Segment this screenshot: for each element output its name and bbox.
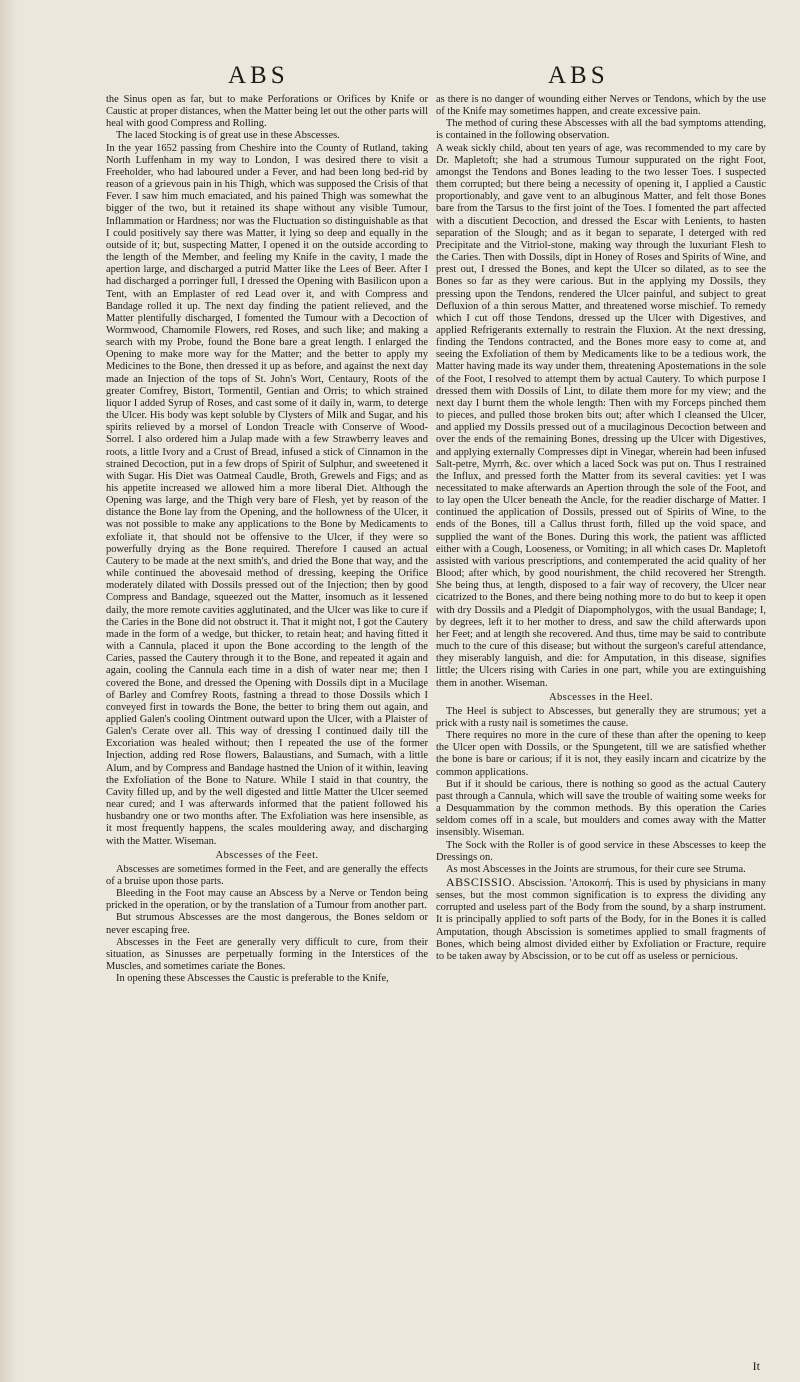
case-report-paragraph: A weak sickly child, about ten years of age, was recommended to my care by Dr. Mapletoft; she had a strumous Tumour suppurated on the right Foot, amongst the Tendons and Bones leading to the two lesser Toes. I suspected them corrupted; but there being a necessity of opening it, I applied a Caustic proportionably, and gave vent to an albuginous Matter, and felt those Bones bare from the Tarsus to the first joint of the Toes. I fomented the part affected with a discutient Decoction, and dressed the Escar with Lenients, to hasten separation of the Slough; and as it began to separate, I deterged with red Precipitate and the Vitriol-stone, making way through the luxuriant Flesh to the Caries. Then with Dossils, dipt in Honey of Roses and Spirits of Wine, and prest out, I dressed the Bones, and kept the Ulcer so dilated, as to see the Bones so far as they were carious. But in the applying my Dossils, they pressing upon the Tendons, rendered the Ulcer painful, and subject to great Defluxion of a thin serous Matter, and threatened worse mischief. To remedy which I cut off those Tendons, dressed up the Ulcer with Digestives, and applied Refrigerants externally to restrain the Fluxion. At the next dressing, finding the Tendons contracted, and the Bones more easy to come at, and seeing the Exfoliation of them by Medicaments like to be a tedious work, the Matter having made its way under them, threatening Apostemations in the sole of the Foot, I resolved to attempt them by actual Cautery. To which purpose I dressed them with Dossils of Lint, to dilate them more for my view; and the next day I burnt them the whole length: Then with my Forceps pinched them to pieces, and pulled those broken bits out; after which I cleansed the Ulcer, and applied my Dossils pressed out of a mucilaginous Decoction between and over the ends of the remaining Bones, dressing up the Ulcer with Digestives, and applying externally Compresses dipt in Vinegar, wherein had been infused Salt-petre, Myrrh, &c. over which a laced Sock was put on. Thus I restrained the Influx, and pressed forth the Matter from its several cavities: yet I was necessitated to make afterwards an Apertion through the sole of the Foot, and to lay open the Ulcer beneath the Ancle, for the readier discharge of Matter. I continued the application of Dossils, pressed out of Spirits of Wine, to the ends of the Bones, till a Callus thrust forth, filled up the void space, and supplied the want of the Bones. During this work, the patient was afflicted either with a Cough, Looseness, or Vomiting; in all which cases Dr. Mapletoft assisted with various prescriptions, and contemperated the acid quality of her Blood; after which, by good nourishment, the child recovered her Strength. She being thus, at length, disposed to a fair way of recovery, the Ulcer near cicatrized to the Bones, and there being nothing more to do but to keep it open with dry Dossils and a Pledgit of Diapompholygos, with the usual Bandage; I, by degrees, left it to her mother to dress, and saw the child afterwards upon her Feet; and at length she recovered. And thus, time may be said to contribute much to the cure of this disease; but without the surgeon's careful attendance, they miserably languish, and die: for Amputation, in this disease, signifies little; the Ulcers rising with Caries in one part, while you are extinguishing them in another. Wiseman.	[436, 142, 766, 689]
right-column	[436, 94, 766, 963]
paragraph: The method of curing these Abscesses with all the bad symptoms attending, is contained in the following observation.	[436, 118, 766, 142]
paragraph: The Heel is subject to Abscesses, but generally they are strumous; yet a prick with a rusty nail is sometimes the cause.	[436, 705, 766, 729]
paragraph: Abscesses in the Feet are generally very difficult to cure, from their situation, as Sinusses are perpetually forming in the Interstices of the Muscles, and sometimes cariate the Bones.	[106, 936, 428, 973]
entry-headword: ABSCISSIO.	[446, 875, 516, 889]
case-report-paragraph: In the year 1652 passing from Cheshire into the County of Rutland, taking North Luffenham in my way to London, I was desired there to visit a Freeholder, who had laboured under a Fever, and had been long bed-rid by reason of a grievous pain in his Thigh, which was supposed the Crisis of that Fever. I saw him much emaciated, and his pained Thigh was somewhat the bigger of the two, but it retained its shape without any visible Tumour, Inflammation or Hardness; nor was the Fluctuation so distinguishable as that I could positively say there was Matter, it lying so deep and equally in the outside of it; but, suspecting Matter, I opened it on the outside according to the length of the Member, and feeling my Knife in the cavity, I made the apertion large, and discharged a putrid Matter like the Lees of Beer. After I had discharged a porringer full, I dressed the Opening with Basilicon upon a Tent, with an Emplaster of red Lead over it, and with Compress and Bandage rolled it up. The next day finding the patient relieved, and the Matter plentifully discharged, I fomented the Tumour with a Decoction of Wormwood, Chamomile Flowers, red Roses, and such like; and making a search with my Probe, found the Bone bare a great length. I enlarged the Opening to make more way for the Matter; and the better to apply my Medicines to the Bone, then dressed it up as before, and against the next day made an Injection of the tops of St. John's Wort, Centaury, Roots of the greater Comfrey, Bistort, Tormentil, Gentian and Orris; to which strained liquor I added Syrup of Roses, and cast some of it daily in, warm, to deterge the Ulcer. His body was kept soluble by Clysters of Milk and Sugar, and his spirits relieved by a morsel of London Treacle with Conserve of Wood-Sorrel. I also ordered him a Julap made with a few Strawberry leaves and roots, a little Ivory and a Crust of Bread, infused a stick of Cinnamon in the strained Decoction, put in a few drops of Spirit of Sulphur, and sweetened it with Sugar. His Diet was Oatmeal Caudle, Broth, Grewels and Figs; and as his appetite increased we allowed him a more liberal Diet. Although the Opening was large, and the Thigh very bare of Flesh, yet by reason of the distance the Bone lay from the Opening, and the hollowness of the Ulcer, it was not possible to make any applications to the Bone by Medicaments to exfoliate it, that should not be offensive to the Ulcer, if they were so powerfully drying as the Bone required. Therefore I caused an actual Cautery to be made at the next smith's, and dried the Bone that way, and the while continued the abovesaid method of dressing, keeping the Orifice moderately dilated with Dossils pressed out of the Injection; then by good Compress and Bandage, squeezed out the Matter, insomuch as it lessened daily, the more remote cavities agglutinated, and the Ulcer was like to cure if the Caries in the Bone did not obstruct it. That it might not, I got the Cautery made in the form of a wedge, but thicker, to retain heat; and having fitted it with a Cannula, placed it upon the Bone according to the length of the Caries, passed the Cautery through it to the Bone, and repeated it again and again, cooling the Cannula each time in a dish of water near me; then I covered the Bone, and dressed the Opening with Dossils dipt in a Mucilage of Barley and Comfrey Roots, fastning a thread to those Dossils which I conveyed first in towards the Bone, the better to bring them out again, and applied Galen's cooling Ointment outward upon the Ulcer, with a Plaister of Galen's Cerate over all. This way of dressing I continued daily till the Excoriation was healed without; then I repeated the use of the former Injection, adding red Rose flowers, Balaustians, and Sumach, with a little Alum, and by Compress and Bandage hastned the Union of it within, leaving the Exfoliation of the Bone to Nature. While I staid in that country, the Cavity filled up, and by the well digested and little Matter the Ulcer seemed near cured; and I was afterwards informed that the patient followed his husbandry one or two months after. The Exfoliation was here insensible, as it most frequently happens, the scales mouldering away, and discharging with the Matter. Wiseman.	[106, 142, 428, 847]
paragraph: As most Abscesses in the Joints are strumous, for their cure see Struma.	[446, 863, 746, 875]
running-head	[0, 62, 800, 92]
page-gutter-shadow	[0, 0, 18, 1382]
left-column	[106, 94, 428, 985]
paragraph: Abscesses are sometimes formed in the Feet, and are generally the effects of a bruise upon those parts.	[106, 863, 428, 887]
section-heading-feet: Abscesses of the Feet.	[215, 849, 319, 861]
paragraph: But strumous Abscesses are the most dangerous, the Bones seldom or never escaping free.	[106, 912, 428, 936]
entry-text: Abscission. 'Αποκοπή. This is used by physicians in many senses, but the most common signification is to express the dividing any corrupted and useless part of the Body from the sound, by a sharp instrument. It is principally applied to soft parts of the Body, for in the Bones it is called Amputation, though Abscission is sometimes applied to small fragments of Bones, which being almost divided either by Exfoliation or Fracture, require to be taken away by Abscission, or to be cut off as useless or pernicious.	[436, 878, 766, 962]
paragraph: There requires no more in the cure of these than after the opening to keep the Ulcer open with Dossils, or the Spungetent, till we are satisfied whether the bone is bare or carious; if it is not, they easily incarn and cicatrize by the common applications.	[436, 730, 766, 778]
paragraph: But if it should be carious, there is nothing so good as the actual Cautery past through a Cannula, which will save the trouble of waiting some weeks for a Desquammation by the common methods. By this operation the Caries seldom comes off in a scale, but moulders and comes away with the Matter insensibly. Wiseman.	[436, 778, 766, 839]
section-heading-heel: Abscesses in the Heel.	[548, 691, 654, 703]
paragraph: The laced Stocking is of great use in these Abscesses.	[116, 130, 340, 142]
running-head-left: ABS	[228, 62, 289, 89]
catchword: It	[752, 1359, 760, 1373]
paragraph: Bleeding in the Foot may cause an Abscess by a Nerve or Tendon being pricked in the operation, or by the translation of a Tumour from another part.	[106, 888, 428, 912]
paragraph: the Sinus open as far, but to make Perforations or Orifices by Knife or Caustic at proper distances, when the Matter being let out the other parts will heal with good Compress and Rolling.	[106, 94, 428, 130]
paragraph: The Sock with the Roller is of good service in these Abscesses to keep the Dressings on.	[436, 839, 766, 863]
dictionary-entry	[436, 876, 766, 963]
paragraph: as there is no danger of wounding either Nerves or Tendons, which by the use of the Knife may sometimes happen, and create excessive pain.	[436, 94, 766, 118]
paragraph: In opening these Abscesses the Caustic is preferable to the Knife,	[116, 973, 389, 985]
running-head-right: ABS	[548, 62, 609, 89]
